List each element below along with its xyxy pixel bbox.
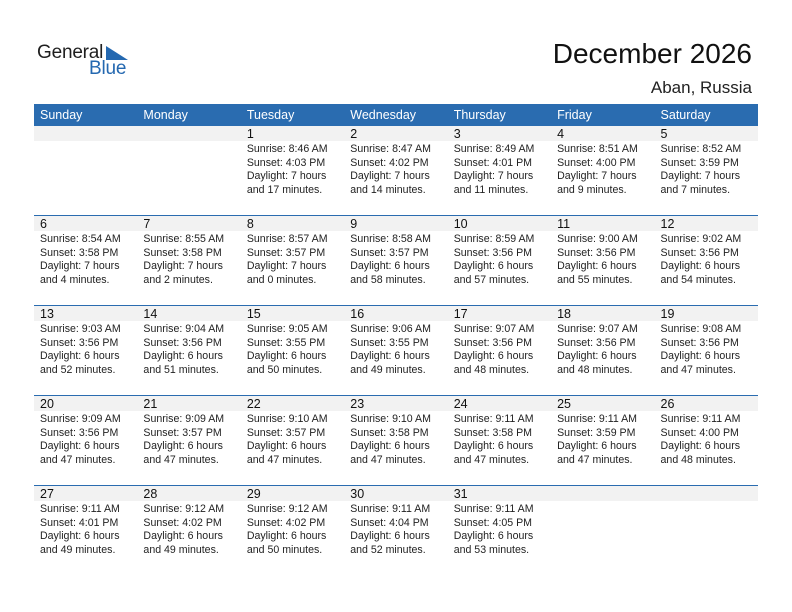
day-number: 23 [350,397,365,411]
day-cell [551,396,654,485]
week-row-inner [34,486,758,575]
day-number: 25 [557,397,572,411]
daylight-minutes: and 14 minutes. [350,183,426,196]
daylight-minutes: and 11 minutes. [453,183,529,196]
sunset-time: Sunset: 4:00 PM [557,156,636,169]
week-row-inner [34,126,758,215]
sunrise-time: Sunrise: 9:06 AM [350,323,431,335]
day-number-bar [241,216,344,231]
daylight-minutes: and 50 minutes. [246,543,323,556]
daylight-hours: Daylight: 6 hours [143,440,223,453]
daylight-minutes: and 58 minutes. [350,273,426,286]
daylight-minutes: and 52 minutes. [350,543,426,556]
day-sun-info [557,413,637,467]
day-number: 1 [246,127,254,141]
sunset-time: Sunset: 4:03 PM [246,156,326,169]
sunset-time: Sunset: 3:56 PM [143,336,222,349]
day-cell [34,306,137,395]
day-sun-info [350,413,431,467]
day-number: 8 [246,217,254,231]
daylight-hours: Daylight: 6 hours [453,350,534,363]
sunset-time: Sunset: 3:56 PM [660,246,739,259]
logo-word-blue: Blue [89,58,127,79]
empty-day-cell [655,486,758,575]
weekday-header [34,104,758,126]
sunrise-time: Sunrise: 9:04 AM [143,323,225,335]
day-cell [448,306,551,395]
sunrise-time: Sunrise: 8:54 AM [40,233,121,245]
day-cell [344,216,447,305]
sunset-time: Sunset: 4:04 PM [350,516,429,529]
day-cell [551,216,654,305]
day-sun-info [247,233,328,287]
sunset-time: Sunset: 3:57 PM [143,426,222,439]
daylight-hours: Daylight: 6 hours [660,260,741,273]
daylight-minutes: and 52 minutes. [40,363,116,376]
week-row [34,305,758,395]
day-sun-info [557,143,638,197]
day-number-bar [448,126,551,141]
day-number: 12 [660,217,675,231]
day-cell [241,126,344,215]
sunrise-time: Sunrise: 8:46 AM [246,143,328,155]
sunrise-time: Sunrise: 9:02 AM [660,233,742,245]
day-sun-info [247,413,328,467]
day-cell [448,216,551,305]
day-sun-info [454,143,535,197]
sunset-time: Sunset: 3:56 PM [557,246,636,259]
daylight-minutes: and 57 minutes. [453,273,530,286]
sunrise-time: Sunrise: 9:07 AM [557,323,638,335]
day-sun-info [454,503,534,557]
weekday-sunday: Sunday [40,108,83,122]
day-sun-info [661,323,742,377]
day-sun-info [661,233,742,287]
daylight-minutes: and 51 minutes. [143,363,219,376]
daylight-minutes: and 50 minutes. [246,363,323,376]
sunset-time: Sunset: 4:02 PM [143,516,222,529]
week-row-inner [34,396,758,485]
day-number: 15 [246,307,261,321]
sunset-time: Sunset: 3:59 PM [557,426,636,439]
daylight-hours: Daylight: 6 hours [246,530,327,543]
sunset-time: Sunset: 3:56 PM [40,426,119,439]
weekday-wednesday: Wednesday [350,108,417,122]
page-title: December 2026 [552,38,752,69]
day-number: 2 [350,127,358,141]
day-number: 29 [246,487,261,501]
day-number: 14 [143,307,158,321]
daylight-minutes: and 17 minutes. [246,183,323,196]
day-cell [448,486,551,575]
daylight-hours: Daylight: 6 hours [453,530,534,543]
day-number: 24 [453,397,468,411]
day-cell [344,306,447,395]
weekday-thursday: Thursday [453,108,506,122]
day-sun-info [143,503,224,557]
sunrise-time: Sunrise: 9:08 AM [660,323,742,335]
sunrise-time: Sunrise: 9:11 AM [660,413,741,425]
daylight-hours: Daylight: 6 hours [40,530,120,543]
sunset-time: Sunset: 3:56 PM [660,336,739,349]
sunset-time: Sunset: 3:58 PM [40,246,119,259]
week-row-inner [34,216,758,305]
sunrise-time: Sunrise: 8:59 AM [453,233,535,245]
day-number: 13 [40,307,54,321]
sunset-time: Sunset: 3:58 PM [453,426,533,439]
day-sun-info [40,323,121,377]
daylight-minutes: and 4 minutes. [40,273,110,286]
daylight-minutes: and 49 minutes. [143,543,219,556]
daylight-hours: Daylight: 7 hours [40,260,120,273]
day-cell [448,126,551,215]
daylight-hours: Daylight: 6 hours [350,530,430,543]
day-number: 19 [660,307,675,321]
daylight-minutes: and 47 minutes. [40,453,116,466]
daylight-minutes: and 53 minutes. [453,543,530,556]
sunrise-time: Sunrise: 9:11 AM [453,503,534,515]
daylight-hours: Daylight: 6 hours [143,530,223,543]
sunset-time: Sunset: 3:57 PM [246,426,326,439]
location-label: Aban, Russia [650,78,752,97]
day-cell [241,486,344,575]
day-cell [137,396,240,485]
sunrise-time: Sunrise: 8:57 AM [246,233,328,245]
daylight-minutes: and 47 minutes. [143,453,219,466]
sunset-time: Sunset: 4:02 PM [246,516,326,529]
sunset-time: Sunset: 3:56 PM [40,336,119,349]
day-cell [551,126,654,215]
daylight-minutes: and 47 minutes. [453,453,530,466]
day-cell [655,126,758,215]
weekday-tuesday: Tuesday [246,108,295,122]
day-number: 26 [660,397,675,411]
day-cell [551,306,654,395]
week-row [34,126,758,215]
sunset-time: Sunset: 4:00 PM [660,426,739,439]
day-sun-info [350,323,431,377]
day-number: 6 [40,217,47,231]
sunset-time: Sunset: 3:57 PM [350,246,429,259]
daylight-hours: Daylight: 6 hours [453,260,534,273]
day-sun-info [557,233,638,287]
sunrise-time: Sunrise: 8:58 AM [350,233,431,245]
daylight-minutes: and 47 minutes. [246,453,323,466]
daylight-hours: Daylight: 7 hours [143,260,223,273]
day-number-bar [34,216,137,231]
sunrise-time: Sunrise: 8:55 AM [143,233,225,245]
daylight-minutes: and 48 minutes. [453,363,530,376]
sunset-time: Sunset: 4:02 PM [350,156,429,169]
day-sun-info [557,323,638,377]
day-cell [34,396,137,485]
daylight-hours: Daylight: 6 hours [557,440,637,453]
day-number-bar [137,216,240,231]
sunset-time: Sunset: 3:56 PM [557,336,636,349]
sunrise-time: Sunrise: 9:05 AM [246,323,328,335]
calendar-grid [34,104,758,575]
sunset-time: Sunset: 3:56 PM [453,336,533,349]
daylight-hours: Daylight: 6 hours [40,350,120,363]
sunset-time: Sunset: 4:01 PM [453,156,533,169]
day-sun-info [143,413,224,467]
day-number: 27 [40,487,54,501]
daylight-hours: Daylight: 6 hours [143,350,223,363]
day-number-bar [551,126,654,141]
daylight-hours: Daylight: 6 hours [350,440,430,453]
daylight-hours: Daylight: 6 hours [246,440,327,453]
day-cell [241,216,344,305]
sunrise-time: Sunrise: 8:47 AM [350,143,431,155]
sunset-time: Sunset: 3:58 PM [350,426,429,439]
daylight-hours: Daylight: 6 hours [660,440,741,453]
daylight-hours: Daylight: 6 hours [40,440,120,453]
sunset-time: Sunset: 3:55 PM [246,336,326,349]
daylight-hours: Daylight: 6 hours [350,260,430,273]
daylight-minutes: and 54 minutes. [660,273,736,286]
daylight-minutes: and 55 minutes. [557,273,633,286]
day-cell [137,306,240,395]
daylight-minutes: and 49 minutes. [350,363,426,376]
sunrise-time: Sunrise: 9:10 AM [350,413,431,425]
day-cell [34,216,137,305]
day-cell [137,216,240,305]
daylight-hours: Daylight: 7 hours [350,170,430,183]
weeks-container [34,126,758,575]
sunrise-time: Sunrise: 9:11 AM [40,503,120,515]
sunset-time: Sunset: 3:56 PM [453,246,533,259]
day-number: 16 [350,307,365,321]
daylight-hours: Daylight: 7 hours [246,170,327,183]
day-number: 31 [453,487,468,501]
sunrise-time: Sunrise: 9:07 AM [453,323,535,335]
empty-day-cell [551,486,654,575]
week-row [34,395,758,485]
daylight-hours: Daylight: 6 hours [246,350,327,363]
sunrise-time: Sunrise: 9:12 AM [143,503,225,515]
weekday-monday: Monday [143,108,188,122]
day-number: 17 [453,307,468,321]
daylight-minutes: and 47 minutes. [350,453,426,466]
day-sun-info [454,413,534,467]
day-number: 5 [660,127,668,141]
daylight-minutes: and 49 minutes. [40,543,116,556]
day-sun-info [350,233,431,287]
day-number-bar [655,486,758,501]
sunrise-time: Sunrise: 9:10 AM [246,413,328,425]
day-cell [448,396,551,485]
day-sun-info [40,503,120,557]
daylight-minutes: and 47 minutes. [557,453,633,466]
sunrise-time: Sunrise: 8:51 AM [557,143,638,155]
day-cell [344,126,447,215]
week-row [34,485,758,575]
day-number: 9 [350,217,358,231]
sunrise-time: Sunrise: 9:09 AM [40,413,121,425]
day-number-bar [655,126,758,141]
day-number: 21 [143,397,158,411]
daylight-hours: Daylight: 7 hours [453,170,534,183]
day-number-bar [551,486,654,501]
day-number: 30 [350,487,365,501]
sunrise-time: Sunrise: 9:11 AM [557,413,637,425]
daylight-minutes: and 48 minutes. [660,453,736,466]
sunset-time: Sunset: 3:59 PM [660,156,739,169]
daylight-hours: Daylight: 6 hours [453,440,534,453]
daylight-hours: Daylight: 6 hours [350,350,430,363]
sunset-time: Sunset: 3:57 PM [246,246,326,259]
day-cell [344,396,447,485]
sunset-time: Sunset: 3:58 PM [143,246,222,259]
day-sun-info [350,503,430,557]
day-number: 18 [557,307,572,321]
sunset-time: Sunset: 3:55 PM [350,336,429,349]
daylight-minutes: and 9 minutes. [557,183,627,196]
day-cell [241,306,344,395]
day-sun-info [454,323,535,377]
daylight-minutes: and 0 minutes. [246,273,317,286]
sunrise-time: Sunrise: 9:12 AM [246,503,328,515]
day-number: 7 [143,217,151,231]
day-sun-info [247,503,328,557]
day-number-bar [344,216,447,231]
day-sun-info [247,143,328,197]
day-number-bar [344,126,447,141]
day-number-bar [137,126,240,141]
day-cell [241,396,344,485]
day-sun-info [143,323,224,377]
day-number: 10 [453,217,468,231]
generalblue-logo [37,42,147,82]
day-number: 11 [557,217,571,231]
weekday-friday: Friday [557,108,592,122]
day-cell [344,486,447,575]
weekday-saturday: Saturday [660,108,711,122]
daylight-hours: Daylight: 7 hours [660,170,741,183]
daylight-minutes: and 47 minutes. [660,363,736,376]
sunset-time: Sunset: 4:05 PM [453,516,533,529]
sunrise-time: Sunrise: 8:52 AM [660,143,742,155]
sunrise-time: Sunrise: 9:11 AM [350,503,431,515]
day-number: 22 [246,397,261,411]
week-row [34,215,758,305]
day-number: 20 [40,397,54,411]
daylight-minutes: and 7 minutes. [660,183,731,196]
day-cell [34,486,137,575]
daylight-hours: Daylight: 6 hours [557,260,637,273]
day-sun-info [661,143,742,197]
day-cell [137,486,240,575]
sunrise-time: Sunrise: 9:11 AM [453,413,534,425]
day-number: 4 [557,127,565,141]
day-sun-info [350,143,431,197]
day-sun-info [40,233,121,287]
daylight-minutes: and 2 minutes. [143,273,213,286]
sunrise-time: Sunrise: 9:00 AM [557,233,638,245]
day-sun-info [661,413,741,467]
day-cell [655,396,758,485]
day-number-bar [34,126,137,141]
day-number: 28 [143,487,158,501]
sunrise-time: Sunrise: 9:09 AM [143,413,225,425]
daylight-hours: Daylight: 7 hours [246,260,327,273]
day-cell [655,216,758,305]
empty-day-cell [137,126,240,215]
day-number-bar [241,126,344,141]
empty-day-cell [34,126,137,215]
sunset-time: Sunset: 4:01 PM [40,516,119,529]
day-number: 3 [453,127,461,141]
day-sun-info [40,413,121,467]
week-row-inner [34,306,758,395]
day-sun-info [454,233,535,287]
day-cell [655,306,758,395]
daylight-hours: Daylight: 6 hours [660,350,741,363]
day-sun-info [143,233,224,287]
logo-word-general: General [37,42,104,63]
day-sun-info [247,323,328,377]
daylight-hours: Daylight: 7 hours [557,170,637,183]
sunrise-time: Sunrise: 8:49 AM [453,143,535,155]
daylight-hours: Daylight: 6 hours [557,350,637,363]
sunrise-time: Sunrise: 9:03 AM [40,323,121,335]
daylight-minutes: and 48 minutes. [557,363,633,376]
